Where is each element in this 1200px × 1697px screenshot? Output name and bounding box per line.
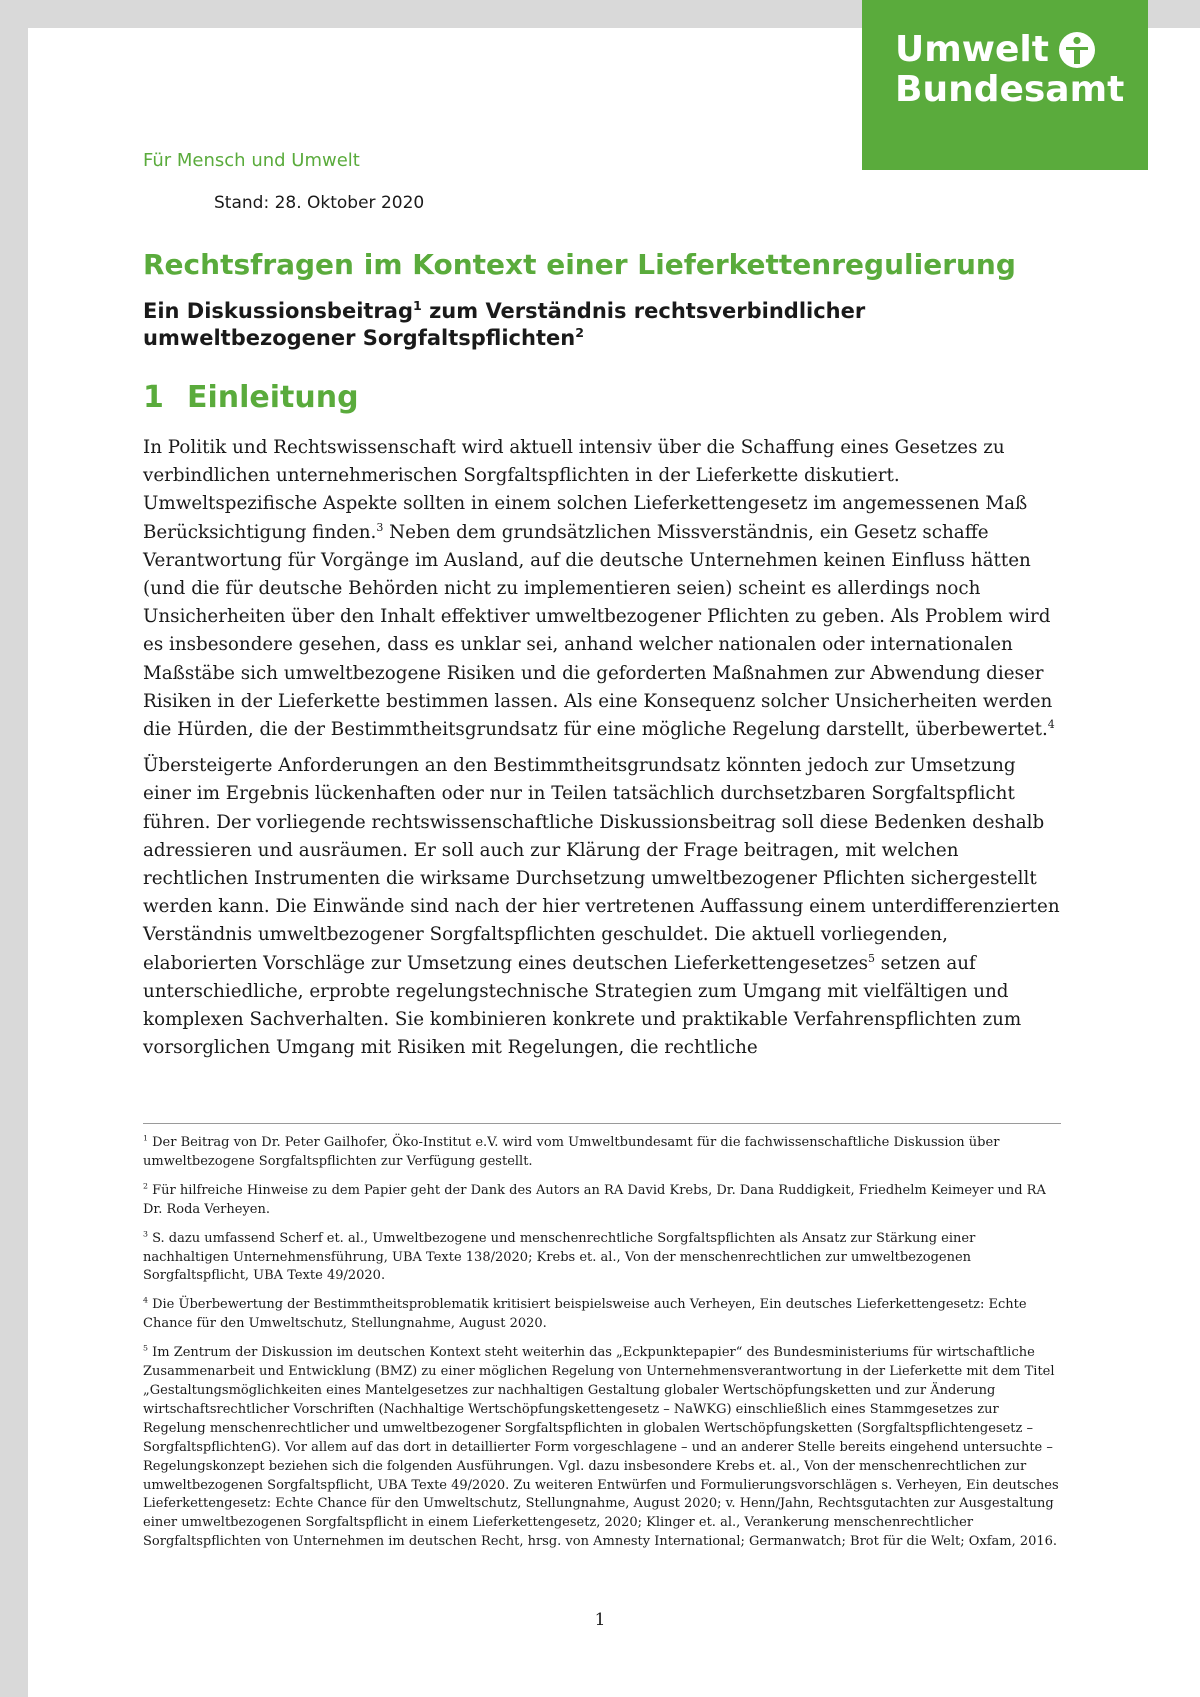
footnote (143, 1344, 1061, 1552)
footnote-text: Im Zentrum der Diskussion im deutschen Kontext steht weiterhin das „Eckpunktepapier“ des Bundesministeriums für wirtschaftliche Zusammenarbeit und Entwicklung (BMZ) zu einer möglichen Regelung von Unternehmensverantwortung in der Lieferkette mit dem Titel „Gestaltungsmöglichkeiten eines Mantelgesetzes zur nachhaltigen Gestaltung globaler Wertschöpfungsketten und zur Änderung wirtschaftsrechtlicher Vorschriften (Nachhaltige Wertschöpfungskettengesetz – NaWKG) einschließlich eines Stammgesetzes zur Regelung menschenrechtlicher und umweltbezogener Sorgfaltspflichten in globalen Wertschöpfungsketten (Sorgfaltspflichtengesetz – SorgfaltspflichtenG). Vor allem auf das dort in detaillierter Form vorgeschlagene – und an anderer Stelle bereits eingehend untersuchte –Regelungskonzept beziehen sich die folgenden Ausführungen. Vgl. dazu insbesondere Krebs et. al., Von der menschenrechtlichen zur umweltbezogenen Sorgfaltspflicht, UBA Texte 49/2020. Zu weiteren Entwürfen und Formulierungsvorschlägen s. Verheyen, Ein deutsches Lieferkettengesetz: Echte Chance für den Umweltschutz, Stellungnahme, August 2020; v. Henn/Jahn, Rechtsgutachten zur Ausgestaltung einer umweltbezogenen Sorgfaltspflicht in einem Lieferkettengesetz, 2020; Klinger et. al., Verankerung menschenrechtlicher Sorgfaltspflichten von Unternehmen im deutschen Recht, hrsg. von Amnesty International; Germanwatch; Brot für die Welt; Oxfam, 2016. (143, 1345, 1059, 1550)
footnote-text: S. dazu umfassend Scherf et. al., Umweltbezogene und menschenrechtliche Sorgfaltspflichten als Ansatz zur Stärkung einer nachhaltigen Unternehmensführung, UBA Texte 138/2020; Krebs et. al., Von der menschenrechtlichen zur umweltbezogenen Sorgfaltspflicht, UBA Texte 49/2020. (143, 1230, 976, 1284)
footnote (143, 1230, 1061, 1287)
footnote-marker: 2 (143, 1181, 148, 1191)
footnote-ref[interactable]: 5 (867, 951, 875, 965)
section-heading (143, 380, 359, 415)
tagline: Für Mensch und Umwelt (143, 150, 360, 171)
footnote-marker: 3 (143, 1229, 148, 1239)
paragraph-text: Neben dem grundsätzlichen Missverständnis, ein Gesetz schaffe Verantwortung für Vorgänge im Ausland, auf die deutsche Unternehmen keinen Einfluss hätten (und die für deutsche Behörden nicht zu implementieren seien) scheint es allerdings noch Unsicherheiten über den Inhalt effektiver umweltbezogener Pflichten zu geben. Als Problem wird es insbesondere gesehen, dass es unklar sei, anhand welcher nationalen oder internationalen Maßstäbe sich umweltbezogene Risiken und die geforderten Maßnahmen zur Abwendung dieser Risiken in der Lieferkette bestimmen lassen. Als eine Konsequenz solcher Unsicherheiten werden die Hürden, die der Bestimmtheitsgrundsatz für eine mögliche Regelung darstellt, überbewertet. (143, 521, 1053, 741)
footnote-ref[interactable]: 1 (413, 298, 422, 313)
logo-word-bundesamt: Bundesamt (895, 69, 1125, 110)
paragraph-text: setzen auf unterschiedliche, erprobte regelungstechnische Strategien zum Umgang mit vielfältigen und komplexen Sachverhalten. Sie kombinieren konkrete und praktikable Verfahrenspflichten zum vorsorglichen Umgang mit Risiken mit Regelungen, die rechtliche (143, 952, 1022, 1059)
footnote-ref[interactable]: 3 (376, 520, 384, 534)
page-number: 1 (594, 1610, 606, 1630)
paragraph (143, 434, 1063, 744)
footnote (143, 1182, 1061, 1220)
section-title: Einleitung (187, 380, 359, 415)
subtitle-text-1: Ein Diskussionsbeitrag (143, 299, 413, 323)
paragraph-text: Übersteigerte Anforderungen an den Bestimmtheitsgrundsatz könnten jedoch zur Umsetzung einer im Ergebnis lückenhaften oder nur in Teilen tatsächlich durchsetzbaren Sorgfaltspflicht führen. Der vorliegende rechtswissenschaftliche Diskussionsbeitrag soll diese Bedenken deshalb adressieren und ausräumen. Er soll auch zur Klärung der Frage beitragen, mit welchen rechtlichen Instrumenten die wirksame Durchsetzung umweltbezogener Pflichten sichergestellt werden kann. Die Einwände sind nach der hier vertretenen Auffassung einem unterdifferenzierten Verständnis umweltbezogener Sorgfaltspflichten geschuldet. Die aktuell vorliegenden, elaborierten Vorschläge zur Umsetzung eines deutschen Lieferkettengesetzes (143, 755, 1060, 974)
body-text (143, 434, 1063, 1070)
person-in-circle-icon (1057, 30, 1097, 70)
footnote-marker: 4 (143, 1296, 148, 1306)
footnote-ref[interactable]: 2 (575, 325, 584, 340)
subtitle-text-2: zum Verständnis rechtsverbindlicher umweltbezogener Sorgfaltspflichten (143, 299, 866, 350)
footnotes (143, 1134, 1061, 1562)
footnote-marker: 5 (143, 1343, 148, 1353)
paragraph-text: In Politik und Rechtswissenschaft wird aktuell intensiv über die Schaffung eines Gesetzes zu verbindlichen unternehmerischen Sorgfaltspflichten in der Lieferkette diskutiert. Umweltspezifische Aspekte sollten in einem solchen Lieferkettengesetz im angemessenen Maß Berücksichtigung finden. (143, 437, 1028, 543)
footnote (143, 1296, 1061, 1334)
logo-word-umwelt: Umwelt (895, 29, 1049, 70)
footnote-text: Der Beitrag von Dr. Peter Gailhofer, Öko-Institut e.V. wird vom Umweltbundesamt für die fachwissenschaftliche Diskussion über umweltbezogene Sorgfaltspflichten zur Verfügung gestellt. (143, 1135, 1000, 1169)
date-stamp: Stand: 28. Oktober 2020 (214, 193, 425, 213)
footnote-separator (143, 1123, 1061, 1124)
footnote-text: Die Überbewertung der Bestimmtheitsproblematik kritisiert beispielsweise auch Verheyen, Ein deutsches Lieferkettengesetz: Echte Chance für den Umweltschutz, Stellungnahme, August 2020. (143, 1297, 1027, 1332)
footnote-text: Für hilfreiche Hinweise zu dem Papier geht der Dank des Autors an RA David Krebs, Dr. Dana Ruddigkeit, Friedhelm Keimeyer und RA Dr. Roda Verheyen. (143, 1182, 1046, 1217)
footnote-marker: 1 (143, 1133, 148, 1143)
document-title: Rechtsfragen im Kontext einer Lieferkettenregulierung (143, 248, 1016, 281)
footnote (143, 1134, 1061, 1172)
section-number: 1 (143, 380, 164, 415)
document-subtitle (143, 298, 943, 352)
footnote-ref[interactable]: 4 (1047, 717, 1055, 731)
umweltbundesamt-logo (862, 0, 1148, 170)
paragraph (143, 752, 1063, 1062)
